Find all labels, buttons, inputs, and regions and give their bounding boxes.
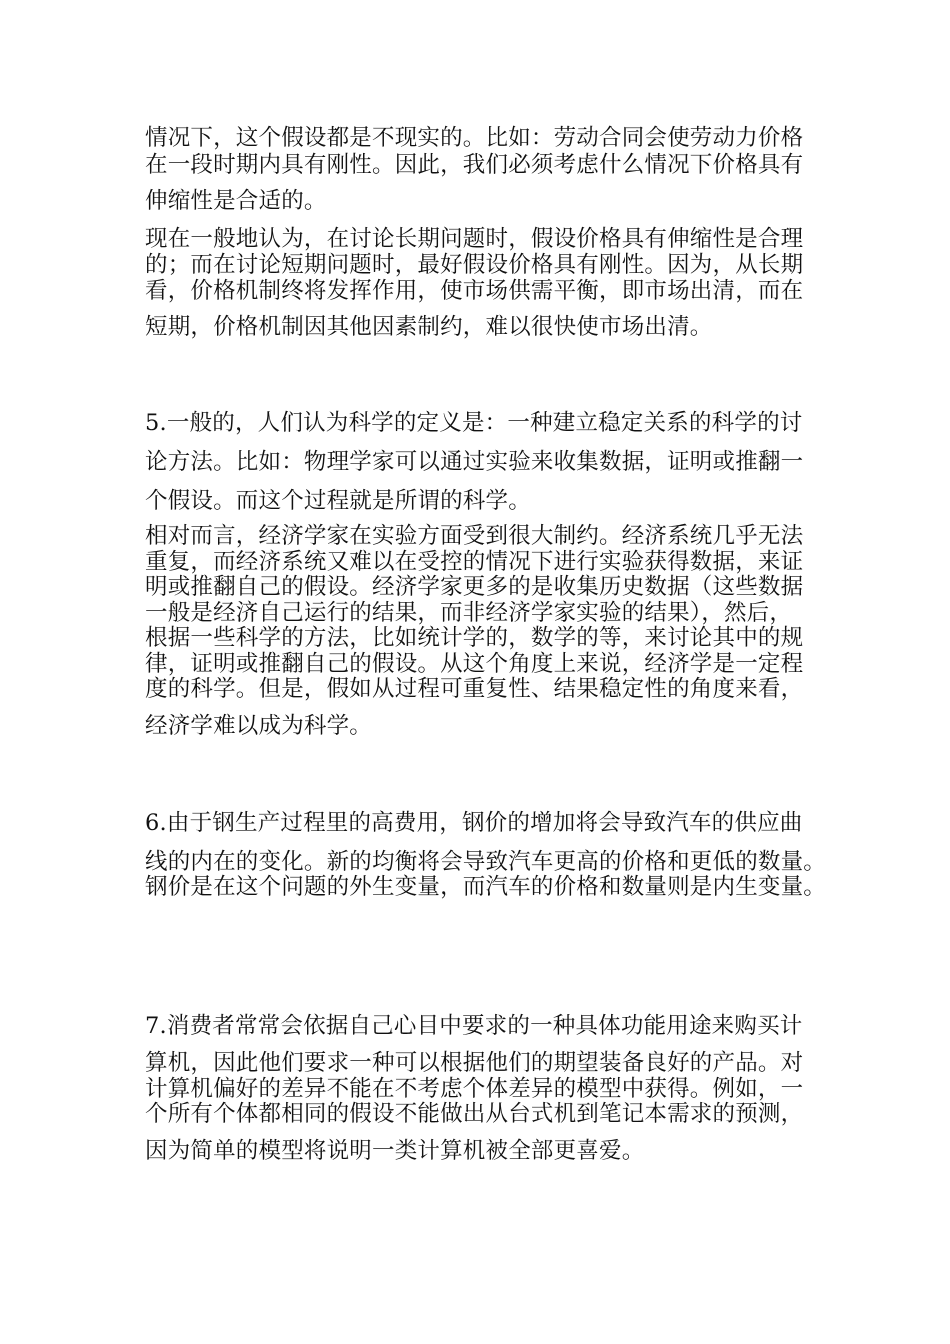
text-line: 计算机偏好的差异不能在不考虑个体差异的模型中获得。例如，一	[145, 1076, 804, 1102]
text-line: 现在一般地认为，在讨论长期问题时，假设价格具有伸缩性是合理	[145, 226, 804, 252]
text-line: 一般是经济自己运行的结果，而非经济学家实验的结果），然后，	[145, 600, 793, 626]
text-line: 个所有个体都相同的假设不能做出从台式机到笔记本需求的预测，	[145, 1101, 804, 1127]
text-line: 在一段时期内具有刚性。因此，我们必须考虑什么情况下价格具有	[145, 152, 804, 178]
text-line: 经济学难以成为科学。	[145, 713, 373, 739]
text-line: 的；而在讨论短期问题时，最好假设价格具有刚性。因为，从长期	[145, 252, 804, 278]
text-line: 伸缩性是合适的。	[145, 188, 327, 214]
text-line: 线的内在的变化。新的均衡将会导致汽车更高的价格和更低的数量。	[145, 849, 827, 875]
text-line: 论方法。比如：物理学家可以通过实验来收集数据，证明或推翻一	[145, 449, 804, 475]
text-line: 重复，而经济系统又难以在受控的情况下进行实验获得数据，来证	[145, 549, 804, 575]
question-7-line: 7.消费者常常会依据自己心目中要求的一种具体功能用途来购买计	[145, 1013, 803, 1039]
text-line: 个假设。而这个过程就是所谓的科学。	[145, 488, 531, 514]
text-line: 因为简单的模型将说明一类计算机被全部更喜爱。	[145, 1138, 645, 1164]
text-line: 算机，因此他们要求一种可以根据他们的期望装备良好的产品。对	[145, 1050, 804, 1076]
text-line: 根据一些科学的方法，比如统计学的，数学的等，来讨论其中的规	[145, 625, 804, 651]
question-5-line: 5.一般的，人们认为科学的定义是：一种建立稳定关系的科学的讨	[145, 410, 803, 436]
text-line: 度的科学。但是，假如从过程可重复性、结果稳定性的角度来看，	[145, 676, 804, 702]
text-line: 情况下，这个假设都是不现实的。比如：劳动合同会使劳动力价格	[145, 125, 804, 151]
text-line: 看，价格机制终将发挥作用，使市场供需平衡，即市场出清，而在	[145, 278, 804, 304]
text-line: 钢价是在这个问题的外生变量，而汽车的价格和数量则是内生变量。	[145, 874, 827, 900]
text-line: 相对而言，经济学家在实验方面受到很大制约。经济系统几乎无法	[145, 523, 804, 549]
text-line: 明或推翻自己的假设。经济学家更多的是收集历史数据（这些数据	[145, 574, 804, 600]
question-6-line: 6.由于钢生产过程里的高费用，钢价的增加将会导致汽车的供应曲	[145, 810, 803, 836]
text-line: 短期，价格机制因其他因素制约，难以很快使市场出清。	[145, 314, 713, 340]
text-line: 律，证明或推翻自己的假设。从这个角度上来说，经济学是一定程	[145, 651, 804, 677]
